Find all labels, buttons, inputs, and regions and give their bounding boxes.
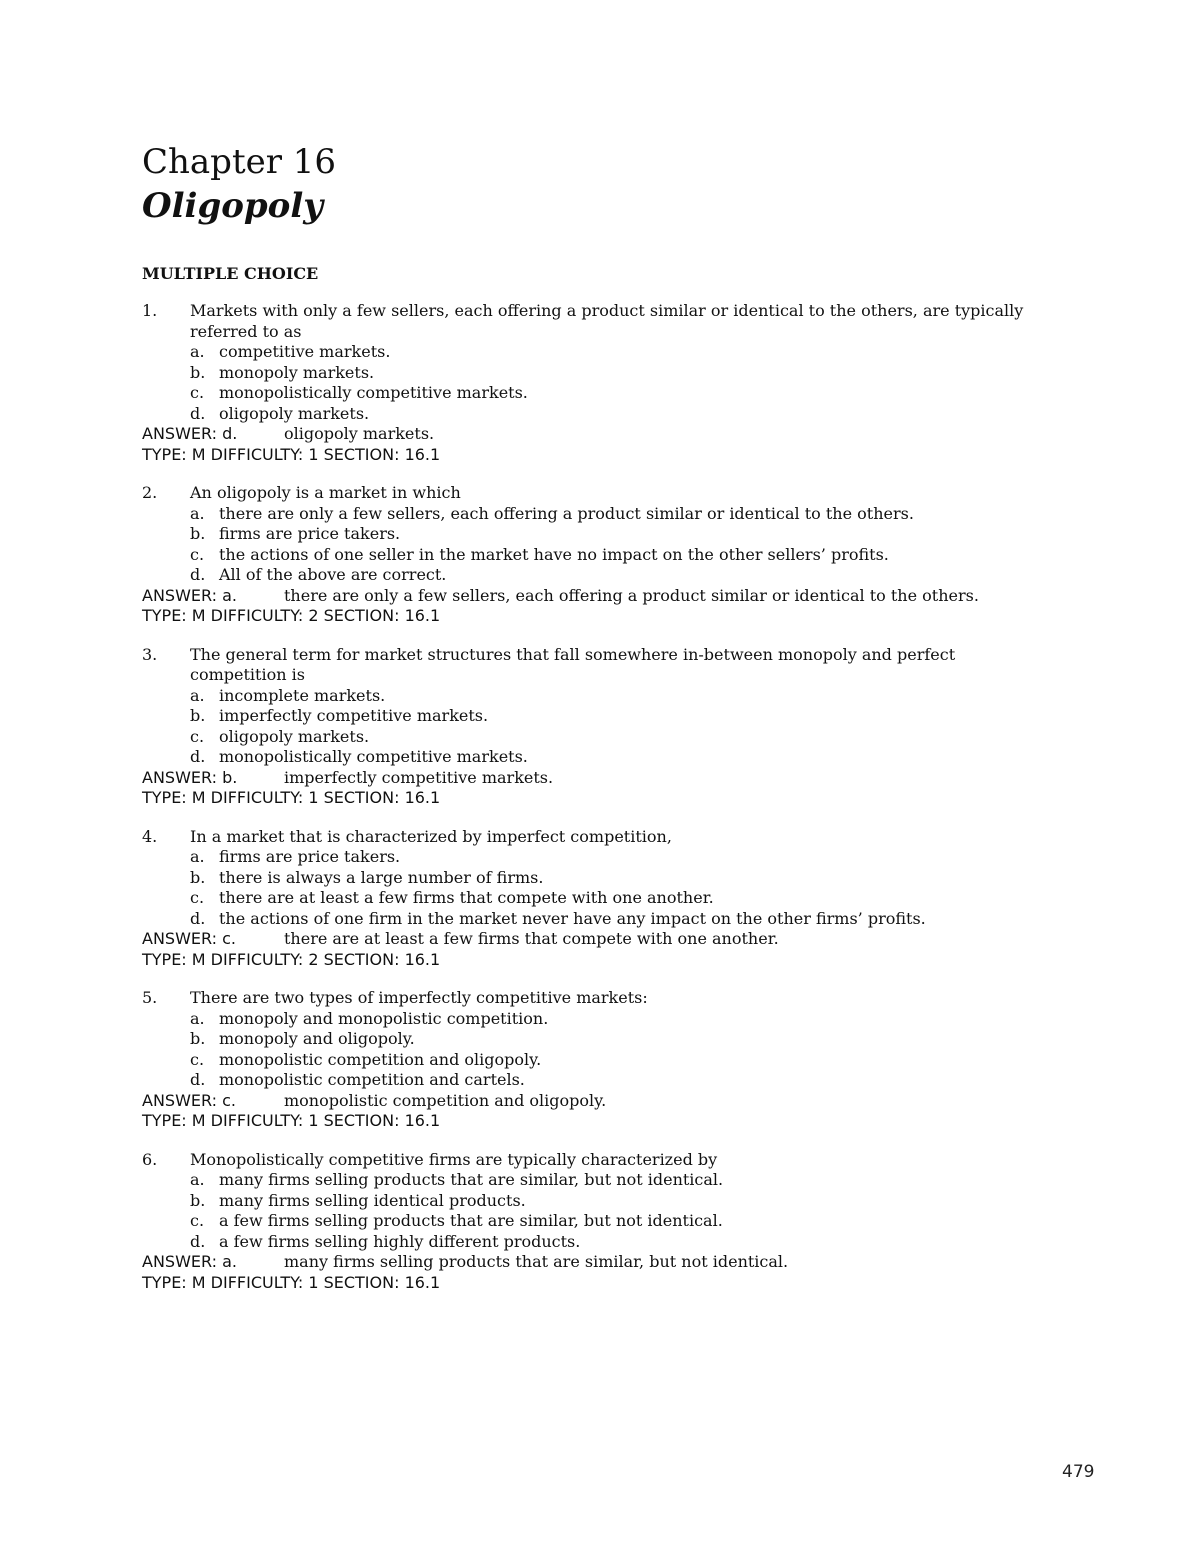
option-letter: c.: [190, 726, 205, 746]
option-letter: a.: [190, 503, 205, 523]
answer-label: ANSWER: c.: [142, 929, 236, 948]
answer-text: imperfectly competitive markets.: [284, 767, 554, 787]
question-number: 2.: [142, 483, 158, 502]
answer-option: [142, 1029, 1102, 1050]
chapter-title: Oligopoly: [142, 186, 324, 226]
section-heading: MULTIPLE CHOICE: [142, 264, 319, 283]
question-item: [142, 645, 1102, 809]
answer-option: [142, 504, 1102, 525]
question-stem: [142, 301, 1102, 342]
chapter-number: Chapter 16: [142, 142, 337, 182]
answer-text: there are at least a few firms that compete with one another.: [284, 929, 779, 948]
question-stem: [142, 483, 1102, 504]
option-letter: b.: [190, 706, 206, 725]
option-text: oligopoly markets.: [219, 403, 370, 423]
answer-option: [142, 1050, 1102, 1071]
option-letter: c.: [190, 544, 205, 564]
answer-label: ANSWER: a.: [142, 1252, 237, 1271]
answer-option: [142, 747, 1102, 768]
option-text: there is always a large number of firms.: [219, 867, 544, 887]
answer-option: [142, 363, 1102, 384]
option-text: competitive markets.: [219, 342, 391, 361]
answer-option: [142, 727, 1102, 748]
question-item: [142, 827, 1102, 971]
option-letter: b.: [190, 1190, 206, 1210]
option-letter: c.: [190, 383, 205, 402]
answer-option: [142, 1170, 1102, 1191]
document-page: [142, 140, 1102, 1311]
option-text: monopolistically competitive markets.: [219, 383, 528, 402]
answer-option: [142, 888, 1102, 909]
question-text: The general term for market structures that fall somewhere in-between monopoly and perfect competition is: [190, 644, 956, 684]
answer-option: [142, 383, 1102, 404]
option-letter: b.: [190, 362, 206, 382]
type-difficulty-section: TYPE: M DIFFICULTY: 1 SECTION: 16.1: [142, 1272, 441, 1292]
type-difficulty-section: TYPE: M DIFFICULTY: 2 SECTION: 16.1: [142, 949, 441, 969]
question-stem: [142, 1150, 1102, 1171]
option-letter: a.: [190, 847, 205, 866]
type-difficulty-section: TYPE: M DIFFICULTY: 2 SECTION: 16.1: [142, 606, 441, 625]
question-number: 6.: [142, 1149, 158, 1169]
question-stem: [142, 645, 1102, 686]
option-text: there are at least a few firms that compete with one another.: [219, 888, 714, 907]
option-letter: b.: [190, 1029, 206, 1048]
question-item: [142, 301, 1102, 465]
type-difficulty-section: TYPE: M DIFFICULTY: 1 SECTION: 16.1: [142, 444, 441, 464]
option-letter: d.: [190, 1231, 206, 1251]
answer-line: [142, 586, 1102, 607]
answer-line: [142, 768, 1102, 789]
answer-option: [142, 545, 1102, 566]
question-text: An oligopoly is a market in which: [190, 483, 461, 502]
option-text: a few firms selling highly different products.: [219, 1231, 581, 1251]
option-text: firms are price takers.: [219, 524, 401, 543]
answer-option: [142, 1191, 1102, 1212]
option-letter: d.: [190, 1070, 206, 1089]
type-difficulty-section: TYPE: M DIFFICULTY: 1 SECTION: 16.1: [142, 1111, 441, 1130]
option-letter: d.: [190, 908, 206, 928]
answer-text: there are only a few sellers, each offering a product similar or identical to the others.: [284, 585, 979, 605]
page-number: 479: [1062, 1462, 1095, 1482]
answer-option: [142, 1070, 1102, 1091]
answer-label: ANSWER: c.: [142, 1090, 236, 1110]
option-letter: a.: [190, 1170, 205, 1189]
question-list: [142, 301, 1102, 1293]
question-item: [142, 1150, 1102, 1294]
answer-option: [142, 706, 1102, 727]
option-text: firms are price takers.: [219, 847, 401, 866]
option-letter: d.: [190, 747, 206, 766]
answer-text: monopolistic competition and oligopoly.: [284, 1090, 607, 1110]
option-text: monopolistic competition and oligopoly.: [219, 1049, 542, 1069]
question-text: In a market that is characterized by imperfect competition,: [190, 826, 672, 846]
option-letter: c.: [190, 1211, 205, 1230]
question-number: 3.: [142, 644, 158, 664]
answer-text: many firms selling products that are similar, but not identical.: [284, 1252, 789, 1271]
option-letter: d.: [190, 403, 206, 423]
question-stem: [142, 988, 1102, 1009]
question-number: 1.: [142, 301, 158, 320]
answer-line: [142, 1091, 1102, 1112]
option-text: monopolistic competition and cartels.: [219, 1070, 525, 1089]
answer-label: ANSWER: b.: [142, 767, 238, 787]
answer-option: [142, 565, 1102, 586]
answer-option: [142, 868, 1102, 889]
question-number: 4.: [142, 826, 158, 846]
option-text: the actions of one seller in the market have no impact on the other sellers’ profits.: [219, 544, 889, 564]
answer-line: [142, 929, 1102, 950]
answer-option: [142, 1211, 1102, 1232]
option-letter: a.: [190, 1008, 205, 1028]
option-letter: b.: [190, 524, 206, 543]
answer-option: [142, 847, 1102, 868]
question-stem: [142, 827, 1102, 848]
option-text: there are only a few sellers, each offering a product similar or identical to the others.: [219, 503, 914, 523]
option-text: many firms selling products that are similar, but not identical.: [219, 1170, 724, 1189]
option-text: a few firms selling products that are similar, but not identical.: [219, 1211, 723, 1230]
answer-text: oligopoly markets.: [284, 424, 435, 443]
option-text: the actions of one firm in the market never have any impact on the other firms’ profits.: [219, 908, 926, 928]
option-text: monopolistically competitive markets.: [219, 747, 528, 766]
question-text: There are two types of imperfectly competitive markets:: [190, 988, 648, 1007]
question-item: [142, 483, 1102, 627]
option-text: many firms selling identical products.: [219, 1190, 526, 1210]
option-text: oligopoly markets.: [219, 726, 370, 746]
option-text: All of the above are correct.: [219, 565, 447, 584]
answer-option: [142, 1009, 1102, 1030]
option-text: monopoly and oligopoly.: [219, 1029, 415, 1048]
option-letter: c.: [190, 1049, 205, 1069]
answer-label: ANSWER: a.: [142, 585, 237, 605]
answer-option: [142, 686, 1102, 707]
option-letter: a.: [190, 342, 205, 361]
option-text: incomplete markets.: [219, 685, 386, 705]
answer-line: [142, 424, 1102, 445]
question-item: [142, 988, 1102, 1132]
option-text: monopoly and monopolistic competition.: [219, 1008, 549, 1028]
answer-line: [142, 1252, 1102, 1273]
option-letter: d.: [190, 565, 206, 584]
answer-option: [142, 909, 1102, 930]
type-difficulty-section: TYPE: M DIFFICULTY: 1 SECTION: 16.1: [142, 788, 441, 807]
answer-label: ANSWER: d.: [142, 424, 238, 443]
answer-option: [142, 404, 1102, 425]
answer-option: [142, 1232, 1102, 1253]
question-number: 5.: [142, 988, 158, 1007]
option-text: imperfectly competitive markets.: [219, 706, 489, 725]
option-letter: b.: [190, 867, 206, 887]
answer-option: [142, 342, 1102, 363]
option-letter: a.: [190, 685, 205, 705]
option-letter: c.: [190, 888, 205, 907]
question-text: Markets with only a few sellers, each offering a product similar or identical to the others, are typically referred to as: [190, 301, 1024, 341]
question-text: Monopolistically competitive firms are typically characterized by: [190, 1149, 718, 1169]
answer-option: [142, 524, 1102, 545]
option-text: monopoly markets.: [219, 362, 375, 382]
